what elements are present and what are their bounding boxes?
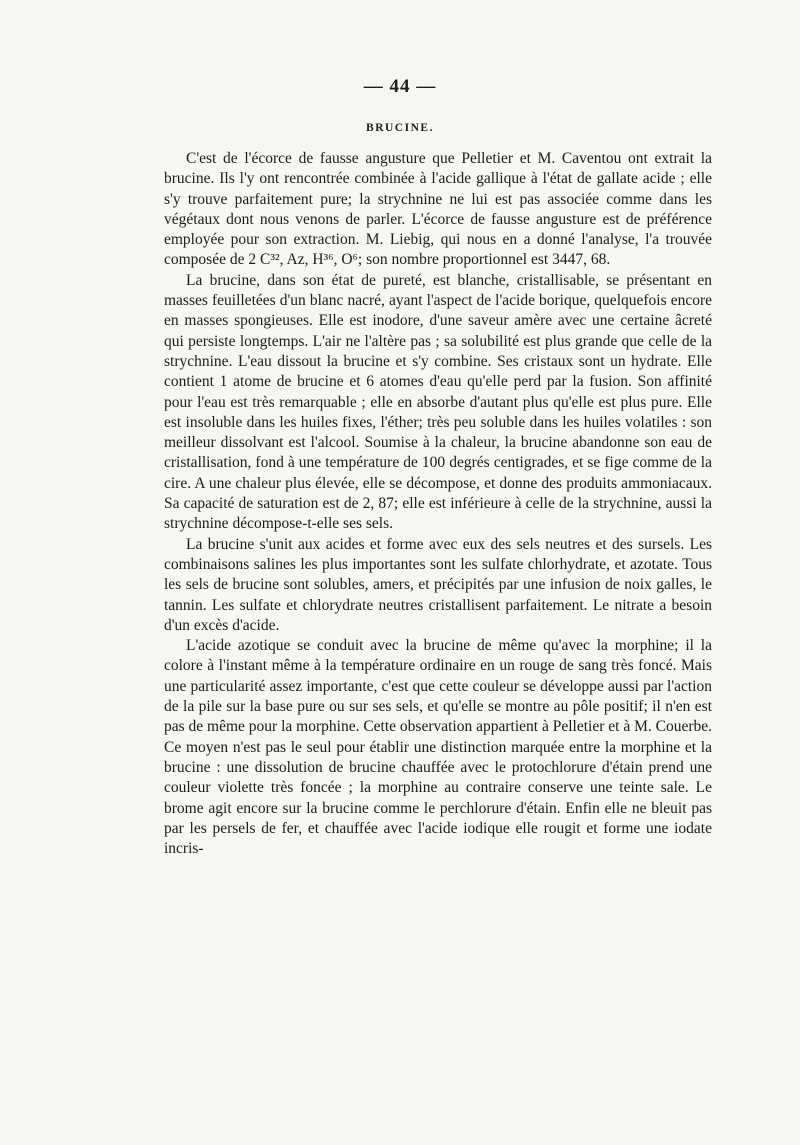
paragraph: La brucine s'unit aux acides et forme avec eux des sels neutres et des sursels. Les combinaisons salines les plus importantes sont les sulfate chlorhydrate, et azotate. Tous les sels de brucine sont solubles, amers, et précipités par une infusion de noix galles, le tannin. Les sulfate et chlorydrate neutres cristallisent parfaitement. Le nitrate a besoin d'un excès d'acide. (164, 535, 712, 634)
paragraph: L'acide azotique se conduit avec la brucine de même qu'avec la morphine; il la colore à l'instant même à la température ordinaire en un rouge de sang très foncé. Mais une particularité assez importante, c'est que cette couleur se développe aussi par l'action de la pile sur la base pure ou sur ses sels, et qu'elle se montre au pôle positif; il n'en est pas de même pour la morphine. Cette observation appartient à Pelletier et à M. Couerbe. Ce moyen n'est pas le seul pour établir une distinction marquée entre la morphine et la brucine : une dissolution de brucine chauffée avec le protochlorure d'étain prend une couleur violette très foncée ; la morphine au contraire conserve une teinte sale. Le brome agit encore sur la brucine comme le perchlorure d'étain. Enfin elle ne bleuit pas par les persels de fer, et chauffée avec l'acide iodique elle rougit et forme une iodate incris- (164, 637, 712, 858)
body-text (164, 149, 712, 859)
page-number: — 44 — (363, 76, 437, 97)
paragraph: C'est de l'écorce de fausse angusture que Pelletier et M. Caventou ont extrait la brucine. Ils l'y ont rencontrée combinée à l'acide gallique à l'état de gallate acide ; elle s'y trouve parfaitement pure; la strychnine ne lui est pas associée comme dans les végétaux dont nous venons de parler. L'écorce de fausse angusture est de préférence employée pour son extraction. M. Liebig, qui nous en a donné l'analyse, l'a trouvée composée de 2 C³², Az, H³⁶, O⁶; son nombre proportionnel est 3447, 68. (164, 150, 712, 269)
section-title: BRUCINE. (366, 122, 434, 134)
paragraph: La brucine, dans son état de pureté, est blanche, cristallisable, se présentant en masses feuilletées d'un blanc nacré, ayant l'aspect de l'acide borique, quelquefois encore en masses spongieuses. Elle est inodore, d'une saveur amère avec une certaine âcreté qui persiste longtemps. L'air ne l'altère pas ; sa solubilité est plus grande que celle de la strychnine. L'eau dissout la brucine et s'y combine. Ses cristaux sont un hydrate. Elle contient 1 atome de brucine et 6 atomes d'eau qu'elle perd par la fusion. Son affinité pour l'eau est très remarquable ; elle en absorbe d'autant plus qu'elle est plus pure. Elle est insoluble dans les huiles fixes, l'éther; très peu soluble dans les huiles volatiles : son meilleur dissolvant est l'alcool. Soumise à la chaleur, la brucine abandonne son eau de cristallisation, fond à une température de 100 degrés centigrades, et se fige comme de la cire. A une chaleur plus élevée, elle se décompose, et donne des produits ammoniacaux. Sa capacité de saturation est de 2, 87; elle est inférieure à celle de la strychnine, aussi la strychnine décompose-t-elle ses sels. (164, 271, 712, 533)
